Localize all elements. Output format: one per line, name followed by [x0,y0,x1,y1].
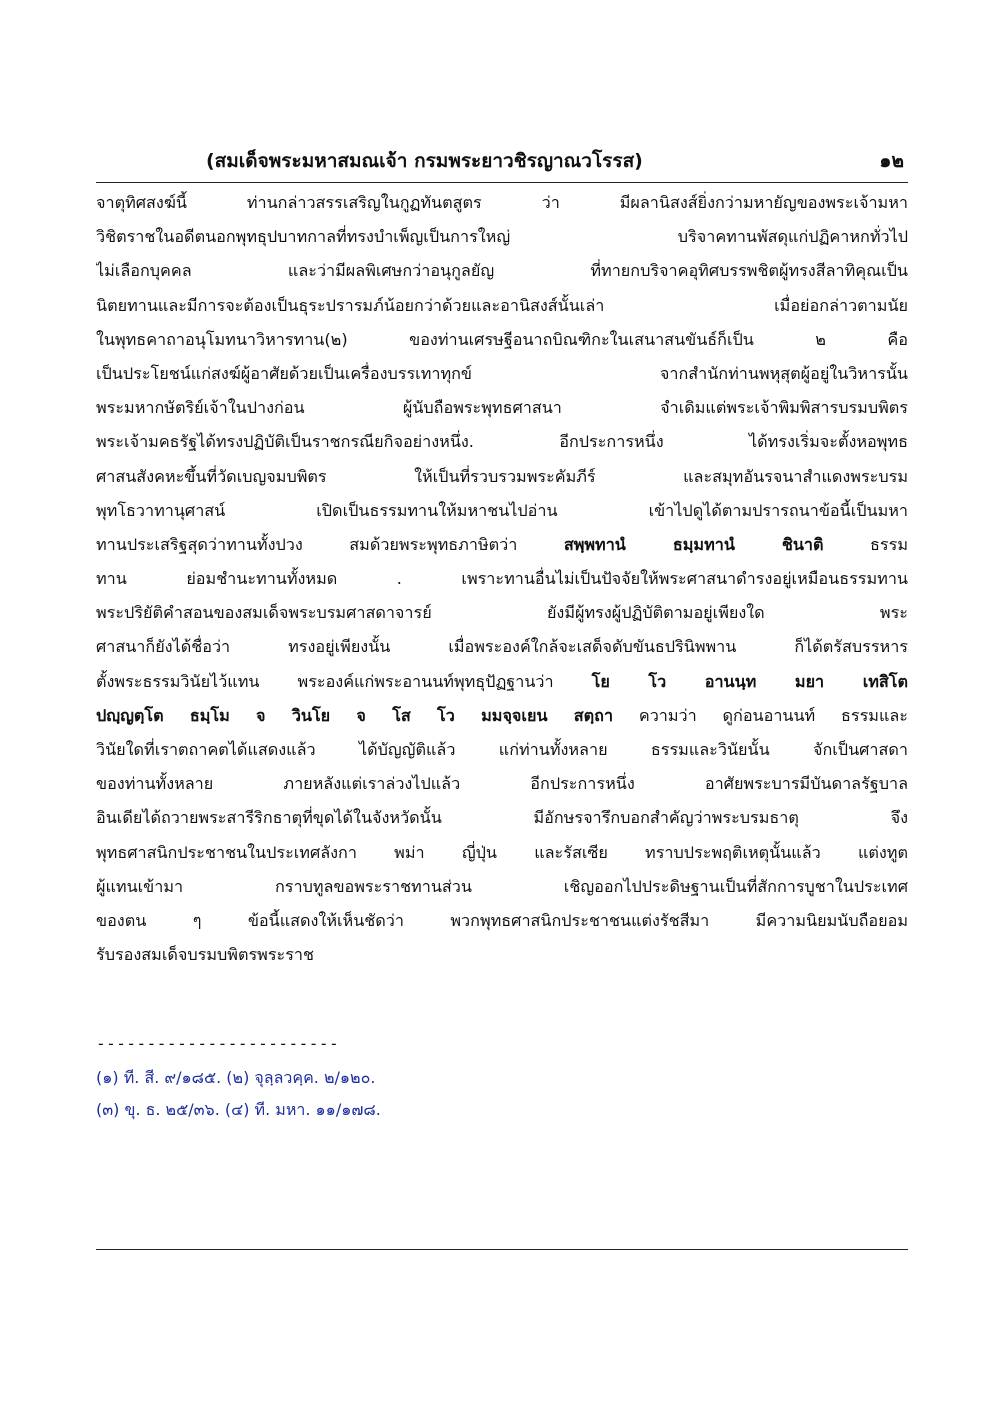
text-segment: ศาสนสังคหะขึ้นที่วัดเบญจมบพิตร ให้เป็นที่รวบรวมพระคัมภีร์ และสมุทอันรจนาสำแดงพระบรม [96,466,908,486]
footnote-list [96,1062,381,1126]
text-line [96,494,908,528]
text-segment: รับรองสมเด็จบรมบพิตรพระราช [96,945,314,965]
text-segment: ความว่า ดูก่อนอานนท์ ธรรมและ [613,705,908,725]
text-segment: พระเจ้ามคธรัฐได้ทรงปฏิบัติเป็นราชกรณียกิจอย่างหนึ่ง. อีกประการหนึ่ง ได้ทรงเริ่มจะตั้งหอพุทธ [96,432,908,452]
pali-quote: ปญฺญตฺโต ธมฺโม จ วินโย จ โส โว มมจฺจเยน สตฺถา [96,705,614,725]
text-segment: ตั้งพระธรรมวินัยไว้แทน พระองค์แก่พระอานนท์พุทธุปัฏฐานว่า [96,671,592,691]
text-segment: นิตยทานและมีการจะต้องเป็นธุระปรารมภ์น้อยกว่าด้วยและอานิสงส์นั้นเล่า เมื่อย่อกล่าวตามนัย [96,295,908,315]
text-segment: ทานประเสริฐสุดว่าทานทั้งปวง สมด้วยพระพุทธภาษิตว่า [96,534,564,554]
text-segment: วิชิตราชในอดีตนอกพุทธุปบาทกาลที่ทรงบำเพ็ญเป็นการใหญ่ บริจาคทานพัสดุแก่ปฏิคาหกทั่วไป [96,227,908,247]
page-header [96,146,908,182]
text-segment: ของท่านทั้งหลาย ภายหลังแต่เราล่วงไปแล้ว อีกประการหนึ่ง อาศัยพระบารมีบันดาลรัฐบาล [96,774,908,794]
text-line [96,904,908,938]
text-line [96,767,908,801]
text-line [96,186,908,220]
text-line [96,699,908,733]
text-line [96,425,908,459]
text-segment: ธรรม [823,534,908,554]
text-segment: ไม่เลือกบุคคล และว่ามีผลพิเศษกว่าอนุกูลยัญ ที่ทายกบริจาคอุทิศบรรพชิตผู้ทรงสีลาทิคุณเป็น [96,261,908,281]
pali-quote: สพฺพทานํ ธมฺมทานํ ชินาติ [563,534,824,554]
text-segment: ผู้แทนเข้ามา กราบทูลขอพระราชทานส่วน เชิญออกไปประดิษฐานเป็นที่สักการบูชาในประเทศ [96,876,908,896]
text-line [96,528,908,562]
footnote-separator: ------------------------ [96,1034,340,1053]
footnote-line: (๓) ขุ. ธ. ๒๕/๓๖. (๔) ที. มหา. ๑๑/๑๗๘. [96,1100,381,1119]
text-line [96,836,908,870]
text-line [96,733,908,767]
text-line [96,357,908,391]
text-segment: เป็นประโยชน์แก่สงฆ์ผู้อาศัยด้วยเป็นเครื่องบรรเทาทุกข์ จากสำนักท่านพหุสุตผู้อยู่ในวิหารนั้น [96,363,908,383]
text-segment: ศาสนาก็ยังได้ชื่อว่า ทรงอยู่เพียงนั้น เมื่อพระองค์ใกล้จะเสด็จดับขันธปรินิพพาน ก็ได้ตรัสบรรหาร [96,637,908,657]
text-segment: พระปริยัติคำสอนของสมเด็จพระบรมศาสดาจารย์ ยังมีผู้ทรงผู้ปฏิบัติตามอยู่เพียงใด พระ [96,603,908,623]
pali-quote: โย โว อานนฺท มยา เทสิโต [591,671,908,691]
body-text [96,186,908,972]
text-line [96,460,908,494]
text-line [96,665,908,699]
footnote-line: (๑) ที. สี. ๙/๑๘๕. (๒) จุลฺลวคฺค. ๒/๑๒๐. [96,1068,376,1087]
text-segment: พุทธศาสนิกประชาชนในประเทศลังกา พม่า ญี่ปุ่น และรัสเซีย ทราบประพฤติเหตุนั้นแล้ว แต่งทูต [96,842,908,862]
text-line [96,596,908,630]
text-segment: จาตุทิศสงฆ์นี้ ท่านกล่าวสรรเสริญในกูฏทันตสูตร ว่า มีผลานิสงส์ยิ่งกว่ามหายัญของพระเจ้ามหา [96,193,908,212]
text-segment: อินเดียได้ถวายพระสารีริกธาตุที่ขุดได้ในจังหวัดนั้น มีอักษรจารึกบอกสำคัญว่าพระบรมธาตุ จึง [96,808,908,828]
text-segment: พระมหากษัตริย์เจ้าในปางก่อน ผู้นับถือพระพุทธศาสนา จำเดิมแต่พระเจ้าพิมพิสารบรมบพิตร [96,398,908,418]
text-line [96,801,908,835]
text-line [96,870,908,904]
text-segment: พุทโธวาทานุศาสน์ เปิดเป็นธรรมทานให้มหาชนไปอ่าน เข้าไปดูได้ตามปรารถนาข้อนี้เป็นมหา [96,500,908,520]
text-line [96,391,908,425]
page-number: ๑๒ [879,150,904,172]
header-divider [96,182,908,183]
text-segment: ของตน ๆ ข้อนี้แสดงให้เห็นชัดว่า พวกพุทธศาสนิกประชาชนแต่งรัชสีมา มีความนิยมนับถือยอม [96,910,908,930]
text-line [96,254,908,288]
text-segment: ในพุทธคาถาอนุโมทนาวิหารทาน(๒) ของท่านเศรษฐีอนาถบิณฑิกะในเสนาสนขันธ์ก็เป็น ๒ คือ [96,329,908,349]
text-line [96,630,908,664]
text-line [96,323,908,357]
text-line [96,220,908,254]
running-head-title: (สมเด็จพระมหาสมณเจ้า กรมพระยาวชิรญาณวโรรส) [206,150,643,172]
bottom-divider [96,1249,908,1250]
text-line [96,289,908,323]
text-segment: ทาน ย่อมชำนะทานทั้งหมด . เพราะทานอื่นไม่เป็นปัจจัยให้พระศาสนาดำรงอยู่เหมือนธรรมทาน [96,569,908,589]
text-line [96,562,908,596]
text-line [96,938,908,972]
text-segment: วินัยใดที่เราตถาคตได้แสดงแล้ว ได้บัญญัติแล้ว แก่ท่านทั้งหลาย ธรรมและวินัยนั้น จักเป็นศาสดา [96,740,908,759]
